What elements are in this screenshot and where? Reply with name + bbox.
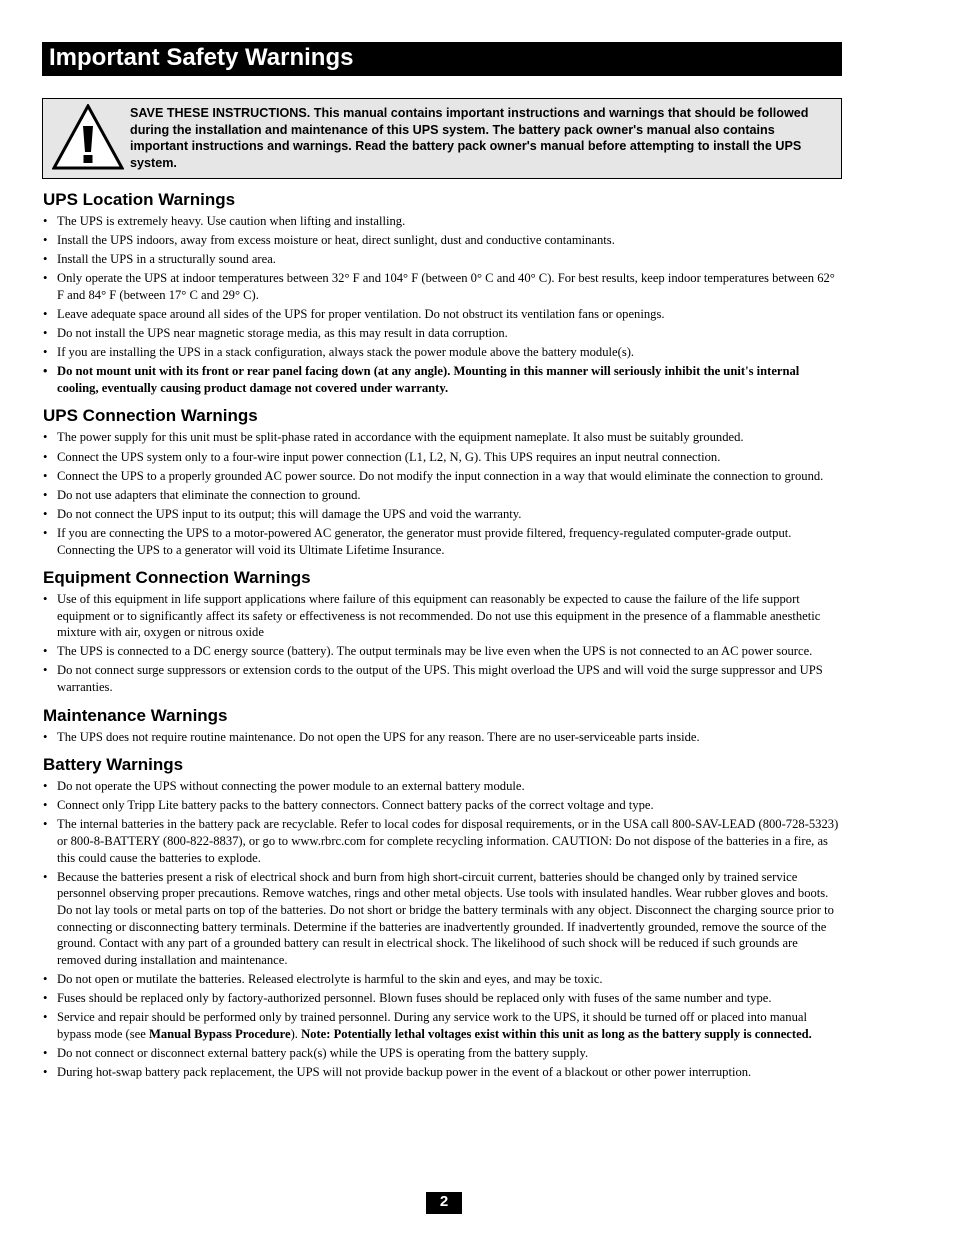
list-item: • Do not install the UPS near magnetic storage media, as this may result in data corruption.	[43, 325, 843, 342]
list-item: • Only operate the UPS at indoor temperatures between 32° F and 104° F (between 0° C and 40° C). For best results, keep indoor temperatures between 62° F and 84° F (between 17° C and 29° C).	[43, 270, 843, 303]
section-heading: Maintenance Warnings	[43, 705, 228, 725]
list-item: • The UPS is extremely heavy. Use caution when lifting and installing.	[43, 213, 843, 230]
warning-list	[43, 591, 843, 696]
warning-list	[43, 429, 843, 558]
list-item: • The UPS is connected to a DC energy source (battery). The output terminals may be live even when the UPS is not connected to an AC power source.	[43, 643, 843, 660]
list-item: • Do not connect the UPS input to its output; this will damage the UPS and void the warranty.	[43, 506, 843, 523]
list-item: • Do not connect surge suppressors or extension cords to the output of the UPS. This might overload the UPS and will void the surge suppressor and UPS warranties.	[43, 662, 843, 695]
list-item: • Leave adequate space around all sides of the UPS for proper ventilation. Do not obstruct its ventilation fans or openings.	[43, 306, 843, 323]
list-item: • Install the UPS in a structurally sound area.	[43, 251, 843, 268]
section-connection	[43, 406, 843, 558]
item-text: ).	[290, 1026, 302, 1041]
section-heading: Battery Warnings	[43, 755, 184, 775]
list-item	[43, 1009, 843, 1042]
section-heading: Equipment Connection Warnings	[43, 568, 311, 588]
list-item: • Fuses should be replaced only by factory-authorized personnel. Blown fuses should be replaced only with fuses of the same number and type.	[43, 990, 843, 1007]
notice-text: SAVE THESE INSTRUCTIONS. This manual contains important instructions and warnings that should be followed during the installation and maintenance of this UPS system. The battery pack owner's manual also contains important instructions and warnings. Read the battery pack owner's manual before attempting to install the UPS system.	[130, 106, 809, 170]
section-location	[43, 190, 843, 396]
list-item: • Do not open or mutilate the batteries. Released electrolyte is harmful to the skin and eyes, and may be toxic.	[43, 971, 843, 988]
list-item: • Do not use adapters that eliminate the connection to ground.	[43, 487, 843, 504]
list-item: • Use of this equipment in life support applications where failure of this equipment can reasonably be expected to cause the failure of the life support equipment or to significantly affect its safety or effectiveness is not recommended. Do not use this equipment in the presence of a flammable anesthetic mixture with air, oxygen or nitrous oxide	[43, 591, 843, 641]
list-item: • If you are installing the UPS in a stack configuration, always stack the power module above the battery module(s).	[43, 344, 843, 361]
list-item: • Install the UPS indoors, away from excess moisture or heat, direct sunlight, dust and conductive contaminants.	[43, 232, 843, 249]
list-item: • The power supply for this unit must be split-phase rated in accordance with the equipment nameplate. It also must be suitably grounded.	[43, 429, 843, 446]
list-item: • If you are connecting the UPS to a motor-powered AC generator, the generator must provide filtered, frequency-regulated computer-grade output. Connecting the UPS to a generator will void its Ultimate Lifetime Insurance.	[43, 525, 843, 558]
list-item: • Connect only Tripp Lite battery packs to the battery connectors. Connect battery packs of the correct voltage and type.	[43, 797, 843, 814]
list-item: • Do not connect or disconnect external battery pack(s) while the UPS is operating from the battery supply.	[43, 1045, 843, 1062]
list-item: • During hot-swap battery pack replacement, the UPS will not provide backup power in the event of a blackout or other power interruption.	[43, 1064, 843, 1081]
list-item: • The UPS does not require routine maintenance. Do not open the UPS for any reason. There are no user-serviceable parts inside.	[43, 729, 843, 746]
list-item: • Connect the UPS system only to a four-wire input power connection (L1, L2, N, G). This UPS requires an input neutral connection.	[43, 449, 843, 466]
warning-triangle-icon	[52, 104, 124, 170]
warning-list	[43, 213, 843, 396]
manual-bypass-reference: Manual Bypass Procedure	[148, 1026, 291, 1041]
list-item: • Connect the UPS to a properly grounded AC power source. Do not modify the input connection in a way that would eliminate the connection to ground.	[43, 468, 843, 485]
lethal-voltage-note: Note: Potentially lethal voltages exist within this unit as long as the battery supply is connected.	[301, 1026, 812, 1041]
page-title: Important Safety Warnings	[42, 42, 842, 76]
save-instructions-notice	[42, 98, 842, 179]
item-text: Service and repair should be performed only by trained personnel. During any service work to the UPS, it should be turned off or placed into manual bypass mode (see	[57, 1009, 807, 1041]
list-item: • The internal batteries in the battery pack are recyclable. Refer to local codes for disposal requirements, or in the USA call 800-SAV-LEAD (800-728-5323) or 800-8-BATTERY (800-822-8837), or go to www.rbrc.com for complete recycling information. CAUTION: Do not dispose of the batteries in a fire, as this could cause the batteries to explode.	[43, 816, 843, 866]
section-battery	[43, 755, 843, 1080]
section-equipment	[43, 568, 843, 696]
list-item: • Do not operate the UPS without connecting the power module to an external battery module.	[43, 778, 843, 795]
section-heading: UPS Connection Warnings	[43, 406, 258, 426]
section-heading: UPS Location Warnings	[43, 190, 236, 209]
warnings-content	[43, 190, 843, 1090]
list-item: • Do not mount unit with its front or rear panel facing down (at any angle). Mounting in this manner will seriously inhibit the unit's internal cooling, eventually causing product damage not covered under warranty.	[43, 363, 843, 396]
list-item: • Because the batteries present a risk of electrical shock and burn from high short-circuit current, batteries should be changed only by trained service personnel observing proper precautions. Remove watches, rings and other metal objects. Use tools with insulated handles. Wear rubber gloves and boots. Do not lay tools or metal parts on top of the batteries. Do not short or bridge the battery terminals with any object. Disconnect the charging source prior to connecting or disconnecting battery terminals. Determine if the batteries are inadvertently grounded. If inadvertently grounded, remove the source of the ground. Contact with any part of a grounded battery can result in electrical shock. The likelihood of such shock will be reduced if such grounds are removed during installation and maintenance.	[43, 869, 843, 969]
warning-list	[43, 778, 843, 1080]
page-number: 2	[426, 1192, 462, 1214]
warning-list	[43, 729, 843, 746]
section-maintenance	[43, 706, 843, 746]
